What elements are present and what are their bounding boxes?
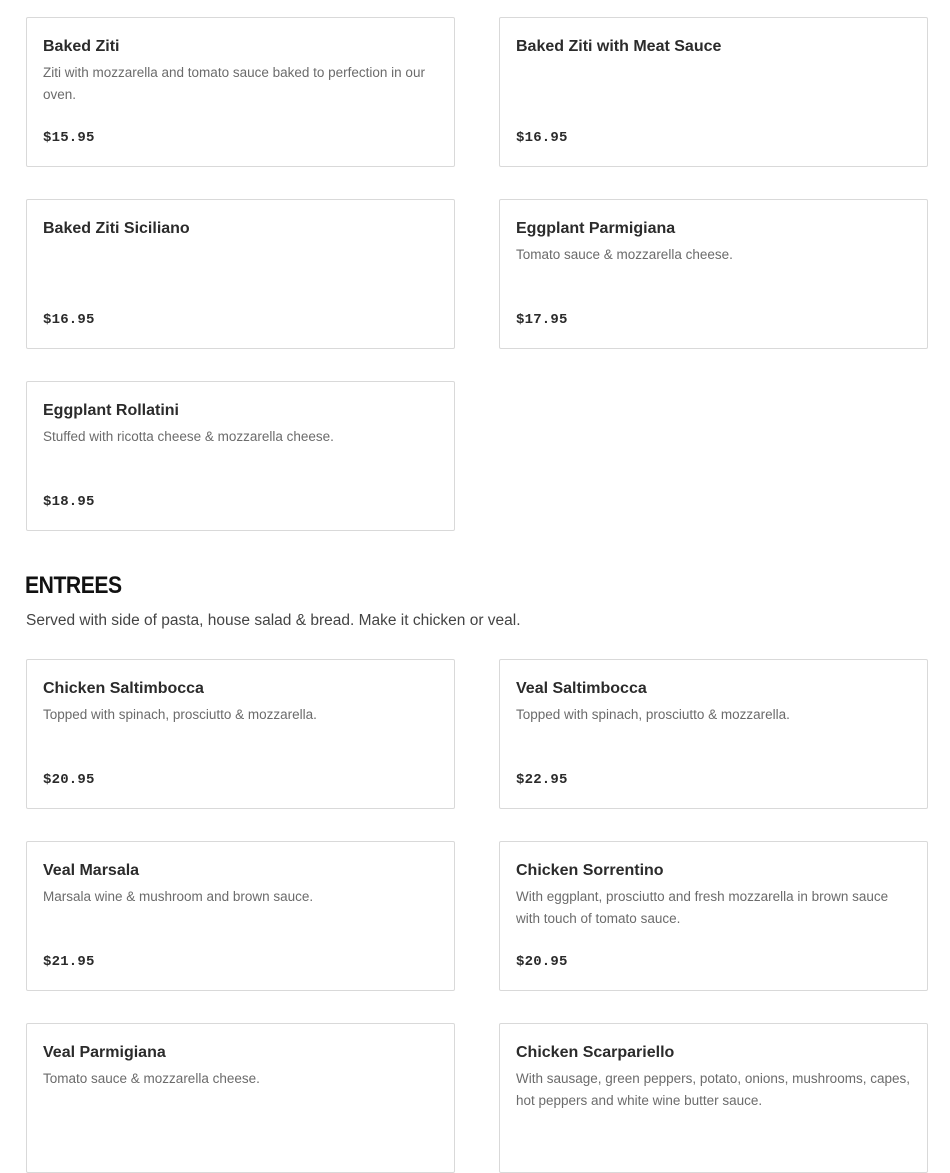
menu-item-name: Baked Ziti with Meat Sauce xyxy=(516,38,722,55)
menu-item-description: Marsala wine & mushroom and brown sauce. xyxy=(43,889,314,904)
menu-item-card[interactable] xyxy=(499,659,928,809)
menu-item-description: With eggplant, prosciutto and fresh mozzarella in brown sauce with touch of tomato sauce. xyxy=(516,889,889,926)
menu-items-grid xyxy=(26,17,928,531)
menu-item-price: $22.95 xyxy=(516,772,568,788)
menu-item-price: $20.95 xyxy=(516,954,568,970)
menu-item-name: Eggplant Rollatini xyxy=(43,402,179,419)
menu-item-card[interactable] xyxy=(26,381,455,531)
menu-item-name: Baked Ziti Siciliano xyxy=(43,220,190,237)
menu-item-card[interactable] xyxy=(499,17,928,167)
entrees-grid xyxy=(26,659,928,1173)
menu-item-card[interactable] xyxy=(26,17,455,167)
menu-item-card[interactable] xyxy=(499,841,928,991)
menu-item-name: Chicken Scarpariello xyxy=(516,1044,675,1061)
menu-item-name: Chicken Saltimbocca xyxy=(43,680,204,697)
menu-item-name: Veal Parmigiana xyxy=(43,1044,166,1061)
menu-item-description: Ziti with mozzarella and tomato sauce baked to perfection in our oven. xyxy=(43,65,425,102)
menu-item-name: Veal Marsala xyxy=(43,862,140,879)
menu-item-name: Eggplant Parmigiana xyxy=(516,220,676,237)
menu-item-card[interactable] xyxy=(499,199,928,349)
menu-item-description: Topped with spinach, prosciutto & mozzarella. xyxy=(43,707,317,722)
menu-item-price: $15.95 xyxy=(43,130,95,146)
menu-item-card[interactable] xyxy=(26,659,455,809)
menu-item-price: $17.95 xyxy=(516,312,568,328)
menu-item-card[interactable] xyxy=(26,1023,455,1173)
menu-item-description: Tomato sauce & mozzarella cheese. xyxy=(516,247,733,262)
menu-item-description: With sausage, green peppers, potato, onions, mushrooms, capes, hot peppers and white wine butter sauce. xyxy=(516,1071,910,1108)
menu-item-description: Stuffed with ricotta cheese & mozzarella cheese. xyxy=(43,429,334,444)
menu-item-price: $16.95 xyxy=(43,312,95,328)
menu-item-name: Baked Ziti xyxy=(43,38,120,55)
menu-item-price: $16.95 xyxy=(516,130,568,146)
menu-item-card[interactable] xyxy=(26,199,455,349)
menu-item-description: Topped with spinach, prosciutto & mozzarella. xyxy=(516,707,790,722)
section-description: Served with side of pasta, house salad & bread. Make it chicken or veal. xyxy=(26,612,521,629)
menu-item-price: $18.95 xyxy=(43,494,95,510)
section-heading-entrees: ENTREES xyxy=(25,572,122,599)
menu-item-price: $21.95 xyxy=(43,954,95,970)
menu-item-name: Veal Saltimbocca xyxy=(516,680,647,697)
menu-item-price: $20.95 xyxy=(43,772,95,788)
menu-item-description: Tomato sauce & mozzarella cheese. xyxy=(43,1071,260,1086)
menu-item-name: Chicken Sorrentino xyxy=(516,862,664,879)
menu-item-card[interactable] xyxy=(26,841,455,991)
menu-item-card[interactable] xyxy=(499,1023,928,1173)
